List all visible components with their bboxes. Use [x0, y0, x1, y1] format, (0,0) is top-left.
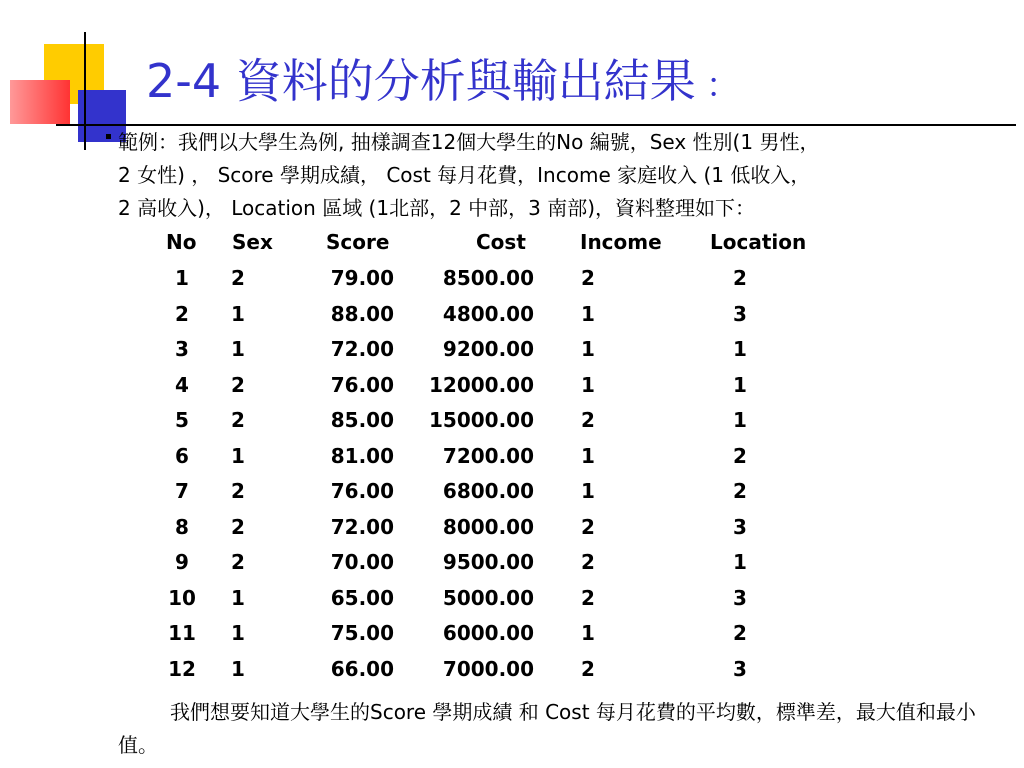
cell-no: 9: [175, 550, 189, 574]
header-location: Location: [710, 230, 807, 254]
table-row: [0, 337, 1024, 367]
cell-score: 76.00: [330, 479, 394, 503]
cell-score: 81.00: [330, 443, 394, 468]
decor-red-square: [10, 80, 70, 124]
intro-paragraph: 範例：我們以大學生為例, 抽樣調查12個大學生的No 編號，Sex 性別(1 男性， 2 女性) ， Score 學期成績， Cost 每月花費，Income 家庭收入 (1 低收入， 2 高收入)， Location 區域 (1北部，2 中部，3 南部)，資料整理如下：: [118, 130, 820, 220]
cell-no: 7: [175, 479, 189, 503]
cell-location: 3: [733, 656, 747, 681]
cell-sex: 1: [231, 301, 245, 326]
cell-score: 70.00: [330, 550, 394, 574]
cell-sex: 2: [231, 408, 245, 432]
cell-no: 6: [175, 443, 189, 468]
table-row: [0, 373, 1024, 403]
table-row: [0, 515, 1024, 545]
cell-location: 3: [733, 301, 747, 326]
cell-location: 3: [733, 514, 747, 539]
table-row: [0, 408, 1024, 438]
cell-sex: 2: [231, 514, 245, 539]
cell-location: 2: [733, 443, 747, 468]
cell-sex: 1: [231, 337, 245, 361]
cell-cost: 9500.00: [442, 550, 534, 574]
cell-score: 85.00: [330, 408, 394, 432]
cell-income: 2: [581, 514, 595, 539]
cell-no: 11: [168, 621, 196, 645]
cell-sex: 1: [231, 443, 245, 468]
decor-vertical-line: [84, 32, 86, 150]
cell-location: 2: [733, 621, 747, 645]
cell-cost: 7200.00: [442, 443, 534, 468]
cell-cost: 5000.00: [442, 585, 534, 610]
cell-income: 2: [581, 656, 595, 681]
cell-income: 1: [581, 443, 595, 468]
cell-no: 2: [175, 301, 189, 326]
cell-score: 75.00: [330, 621, 394, 645]
cell-sex: 2: [231, 550, 245, 574]
cell-income: 2: [581, 550, 595, 574]
cell-no: 3: [175, 337, 189, 361]
cell-cost: 7000.00: [442, 656, 534, 681]
cell-no: 1: [175, 266, 189, 290]
table-row: [0, 550, 1024, 580]
cell-sex: 2: [231, 266, 245, 290]
table-header-row: [0, 230, 1024, 260]
table-row: [0, 657, 1024, 687]
cell-cost: 6000.00: [442, 621, 534, 645]
cell-cost: 8500.00: [442, 266, 534, 290]
cell-score: 79.00: [330, 266, 394, 290]
table-row: [0, 479, 1024, 509]
table-row: [0, 302, 1024, 332]
table-row: [0, 621, 1024, 651]
cell-score: 72.00: [330, 337, 394, 361]
cell-score: 88.00: [330, 301, 394, 326]
slide-title: [146, 56, 740, 107]
cell-cost: 4800.00: [442, 301, 534, 326]
cell-location: 1: [733, 337, 747, 361]
cell-sex: 1: [231, 585, 245, 610]
table-row: [0, 266, 1024, 296]
bullet-icon: [106, 134, 111, 139]
cell-income: 1: [581, 621, 595, 645]
cell-cost: 12000.00: [428, 372, 534, 397]
cell-sex: 2: [231, 479, 245, 503]
cell-location: 2: [733, 479, 747, 503]
header-cost: Cost: [476, 230, 526, 254]
slide-title-text: 2-4 資料的分析與輸出結果: [146, 54, 696, 108]
cell-location: 1: [733, 372, 747, 397]
cell-cost: 6800.00: [442, 479, 534, 503]
cell-location: 1: [733, 408, 747, 432]
cell-score: 65.00: [330, 585, 394, 610]
cell-no: 10: [168, 585, 196, 610]
cell-location: 2: [733, 266, 747, 290]
header-score: Score: [326, 230, 390, 254]
cell-location: 3: [733, 585, 747, 610]
cell-income: 2: [581, 266, 595, 290]
header-no: No: [166, 230, 197, 254]
header-sex: Sex: [232, 230, 273, 254]
cell-score: 66.00: [330, 656, 394, 681]
cell-score: 76.00: [330, 372, 394, 397]
cell-cost: 9200.00: [442, 337, 534, 361]
question-paragraph: 我們想要知道大學生的Score 學期成績 和 Cost 每月花費的平均數，標準差，最大值和最小值。: [118, 700, 976, 757]
cell-cost: 8000.00: [442, 514, 534, 539]
cell-income: 2: [581, 585, 595, 610]
cell-income: 1: [581, 479, 595, 503]
cell-no: 5: [175, 408, 189, 432]
header-income: Income: [580, 230, 662, 254]
slide-title-colon: ：: [705, 66, 740, 106]
cell-location: 1: [733, 550, 747, 574]
cell-income: 1: [581, 337, 595, 361]
cell-no: 4: [175, 372, 189, 397]
cell-score: 72.00: [330, 514, 394, 539]
cell-income: 1: [581, 372, 595, 397]
table-row: [0, 444, 1024, 474]
cell-cost: 15000.00: [428, 408, 534, 432]
cell-sex: 1: [231, 656, 245, 681]
cell-income: 1: [581, 301, 595, 326]
cell-income: 2: [581, 408, 595, 432]
cell-sex: 1: [231, 621, 245, 645]
cell-no: 12: [168, 656, 196, 681]
cell-no: 8: [175, 514, 189, 539]
cell-sex: 2: [231, 372, 245, 397]
table-row: [0, 586, 1024, 616]
